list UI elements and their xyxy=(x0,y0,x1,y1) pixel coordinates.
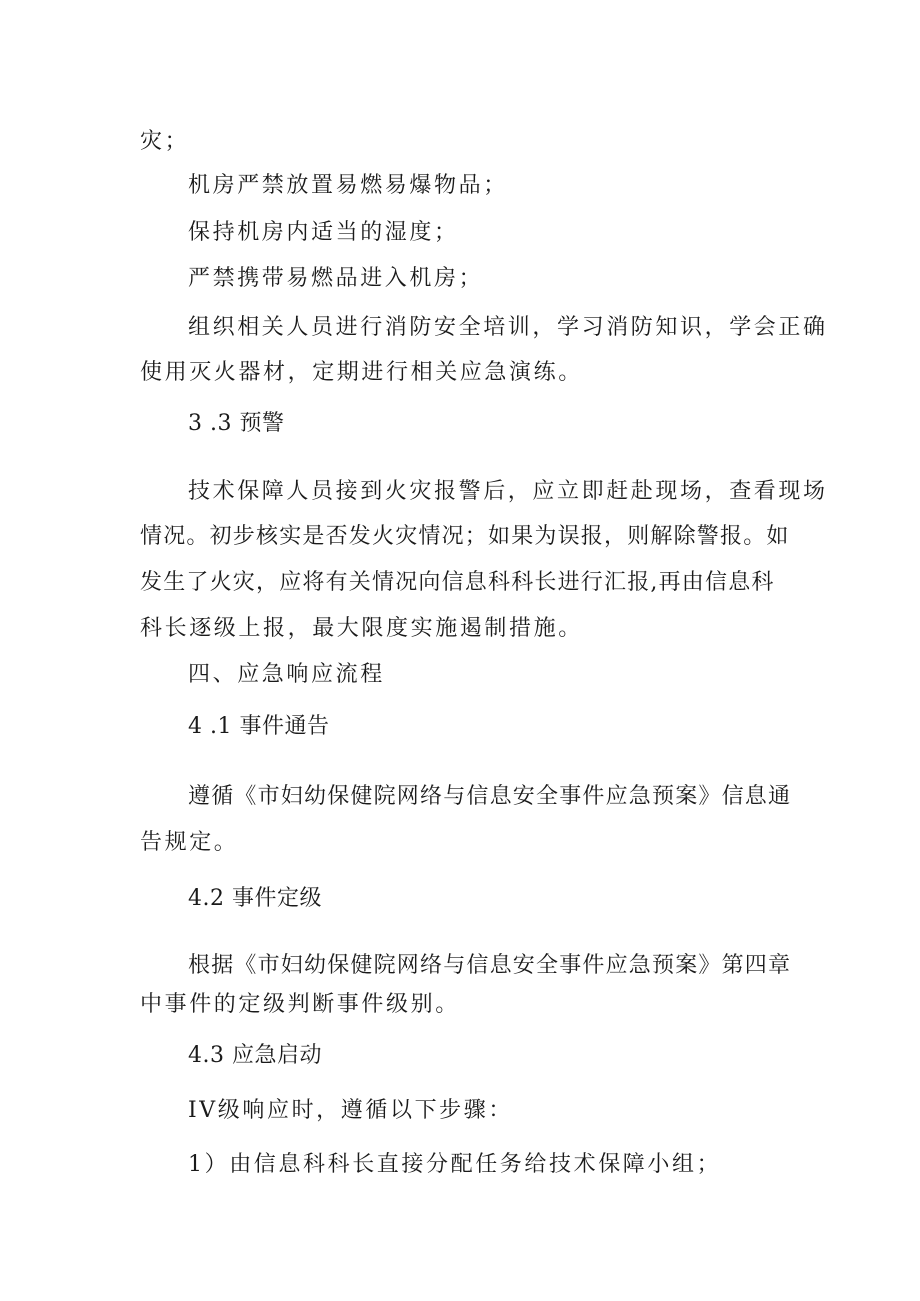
text-line-notice-1: 遵循《市妇幼保健院网络与信息安全事件应急预案》信息通 xyxy=(188,784,792,809)
text-line-training: 组织相关人员进行消防安全培训，学习消防知识，学会正确 xyxy=(188,315,828,340)
text-line-training-cont: 使用灭火器材，定期进行相关应急演练。 xyxy=(140,360,583,385)
text-line-step-1: 1）由信息科科长直接分配任务给技术保障小组； xyxy=(188,1152,722,1177)
text-line-alarm-4: 科长逐级上报，最大限度实施遏制措施。 xyxy=(140,616,583,641)
section-heading-4: 四、应急响应流程 xyxy=(188,662,385,687)
text-line-grading-1: 根据《市妇幼保健院网络与信息安全事件应急预案》第四章 xyxy=(188,953,792,978)
text-line-no-carry: 严禁携带易燃品进入机房； xyxy=(188,266,484,291)
text-line-humidity: 保持机房内适当的湿度； xyxy=(188,220,459,245)
text-line-grading-2: 中事件的定级判断事件级别。 xyxy=(140,992,460,1017)
section-heading-4-2: 4.2 事件定级 xyxy=(188,886,322,911)
text-line-level-iv: IV级响应时，遵循以下步骤： xyxy=(188,1098,513,1123)
text-line-alarm-1: 技术保障人员接到火灾报警后，应立即赶赴现场，查看现场 xyxy=(188,479,828,504)
section-heading-4-1: 4 .1 事件通告 xyxy=(188,714,330,739)
text-line-notice-2: 告规定。 xyxy=(140,830,239,855)
text-line-fire-end: 灾； xyxy=(140,129,190,154)
text-line-alarm-3: 发生了火灾，应将有关情况向信息科科长进行汇报,再由信息科 xyxy=(140,570,775,595)
text-line-alarm-2: 情况。初步核实是否发火灾情况；如果为误报，则解除警报。如 xyxy=(140,524,790,549)
text-line-no-flammables: 机房严禁放置易燃易爆物品； xyxy=(188,173,508,198)
section-heading-3-3: 3 .3 预警 xyxy=(188,411,285,436)
section-heading-4-3: 4.3 应急启动 xyxy=(188,1043,322,1068)
